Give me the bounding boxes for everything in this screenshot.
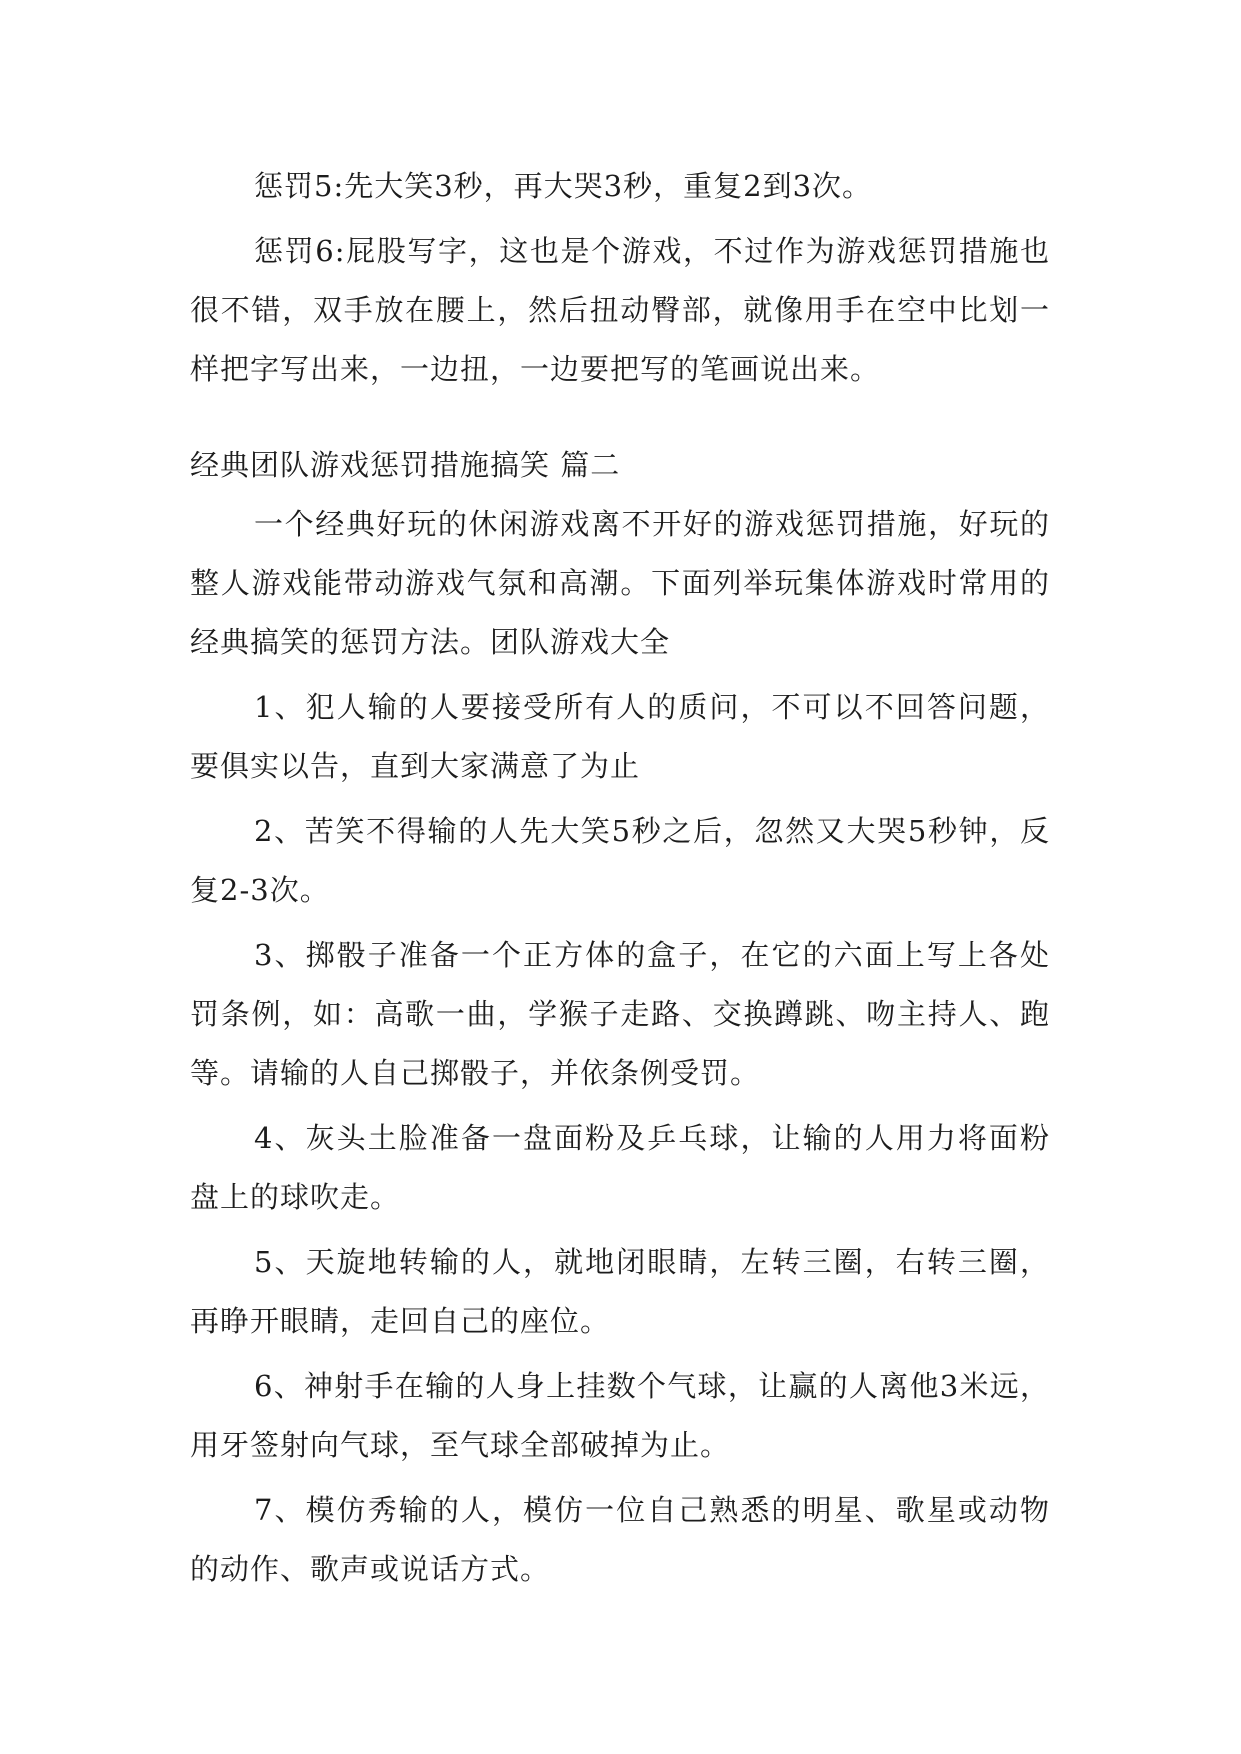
paragraph-penalty-5: 惩罚5:先大笑3秒，再大哭3秒，重复2到3次。 (254, 169, 873, 203)
list-item-7: 7、模仿秀输的人，模仿一位自己熟悉的明星、歌星或动物的动作、歌声或说话方式。 (190, 1493, 1050, 1586)
list-item-5: 5、天旋地转输的人，就地闭眼睛，左转三圈，右转三圈，再睁开眼睛，走回自己的座位。 (190, 1245, 1050, 1338)
paragraph-penalty-6: 惩罚6:屁股写字，这也是个游戏，不过作为游戏惩罚措施也很不错，双手放在腰上，然后扭动臀部，就像用手在空中比划一样把字写出来，一边扭，一边要把写的笔画说出来。 (190, 234, 1050, 386)
list-item-4: 4、灰头土脸准备一盘面粉及乒乓球，让输的人用力将面粉盘上的球吹走。 (190, 1121, 1050, 1214)
section-heading: 经典团队游戏惩罚措施搞笑 篇二 (190, 448, 621, 482)
list-item-2: 2、苦笑不得输的人先大笑5秒之后，忽然又大哭5秒钟，反复2-3次。 (190, 814, 1050, 907)
list-item-3: 3、掷骰子准备一个正方体的盒子，在它的六面上写上各处罚条例，如：高歌一曲，学猴子走路、交换蹲跳、吻主持人、跑等。请输的人自己掷骰子，并依条例受罚。 (190, 938, 1050, 1090)
list-item-1: 1、犯人输的人要接受所有人的质问，不可以不回答问题，要俱实以告，直到大家满意了为止 (190, 690, 1050, 783)
paragraph-intro: 一个经典好玩的休闲游戏离不开好的游戏惩罚措施，好玩的整人游戏能带动游戏气氛和高潮。下面列举玩集体游戏时常用的经典搞笑的惩罚方法。团队游戏大全 (190, 507, 1050, 659)
document-body (190, 157, 1050, 1599)
list-item-6: 6、神射手在输的人身上挂数个气球，让赢的人离他3米远，用牙签射向气球，至气球全部破掉为止。 (190, 1369, 1050, 1462)
